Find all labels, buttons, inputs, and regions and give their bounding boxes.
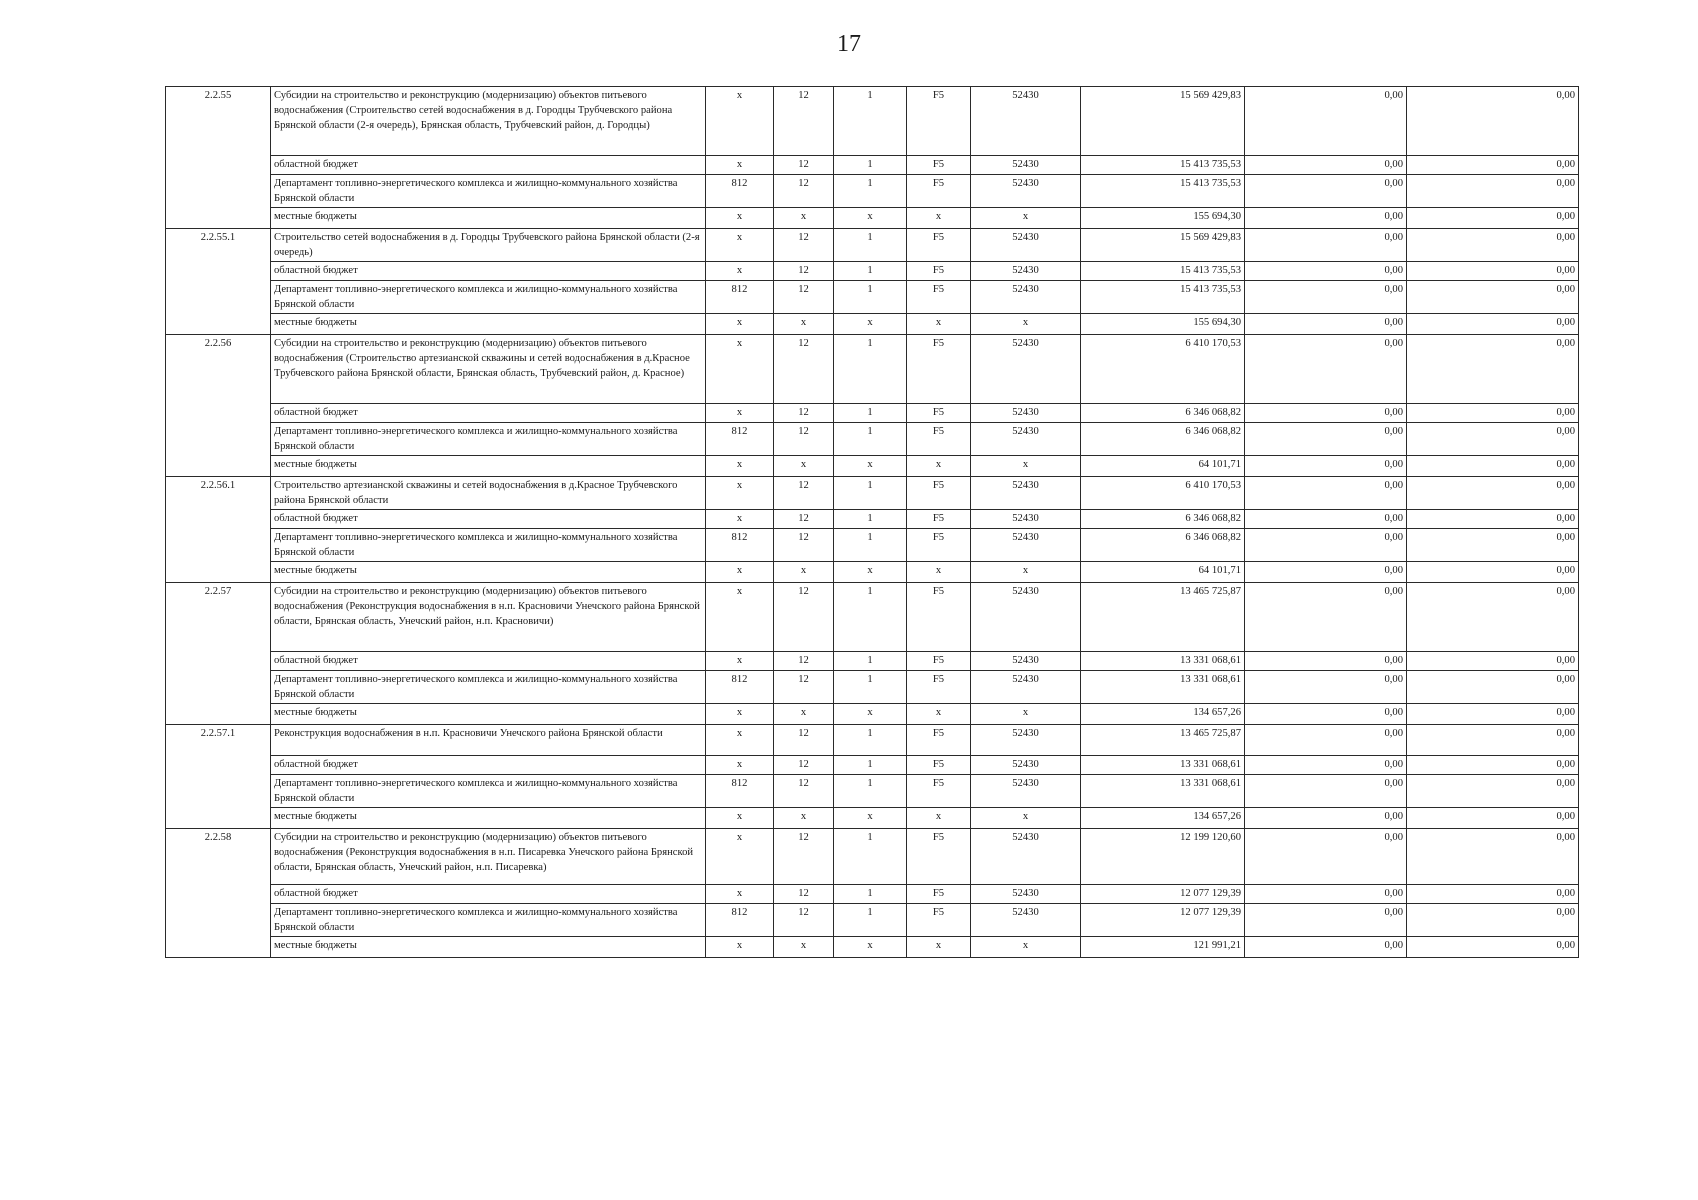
target-article-cell: F5	[907, 529, 971, 562]
amount-year1-cell: 13 331 068,61	[1081, 652, 1245, 671]
grbs-code-cell: 812	[706, 175, 774, 208]
subsection-code-cell: 1	[834, 829, 907, 885]
amount-year2-cell: 0,00	[1245, 262, 1407, 281]
item-description-cell: местные бюджеты	[271, 208, 706, 229]
expense-type-cell: 52430	[971, 87, 1081, 156]
amount-year2-cell: 0,00	[1245, 404, 1407, 423]
section-code-cell: 12	[774, 510, 834, 529]
amount-year1-cell: 13 465 725,87	[1081, 725, 1245, 756]
grbs-code-cell: x	[706, 937, 774, 958]
section-code-cell: x	[774, 937, 834, 958]
amount-year2-cell: 0,00	[1245, 477, 1407, 510]
expense-type-cell: 52430	[971, 725, 1081, 756]
section-code-cell: 12	[774, 885, 834, 904]
table-row	[166, 529, 1579, 562]
amount-year2-cell: 0,00	[1245, 423, 1407, 456]
amount-year3-cell: 0,00	[1407, 477, 1579, 510]
section-code-cell: 12	[774, 583, 834, 652]
target-article-cell: F5	[907, 87, 971, 156]
subsection-code-cell: 1	[834, 652, 907, 671]
amount-year1-cell: 64 101,71	[1081, 456, 1245, 477]
item-description-cell: областной бюджет	[271, 652, 706, 671]
section-code-cell: 12	[774, 652, 834, 671]
expense-type-cell: 52430	[971, 775, 1081, 808]
grbs-code-cell: 812	[706, 775, 774, 808]
expense-type-cell: 52430	[971, 671, 1081, 704]
target-article-cell: F5	[907, 671, 971, 704]
expense-type-cell: x	[971, 937, 1081, 958]
subsection-code-cell: 1	[834, 671, 907, 704]
target-article-cell: F5	[907, 335, 971, 404]
target-article-cell: x	[907, 704, 971, 725]
item-description-cell: Субсидии на строительство и реконструкцию (модернизацию) объектов питьевого водоснабжения (Строительство артезианской скважины и сетей водоснабжения в д.Красное Трубчевского района Брянской области, Брянская область, Трубчевский район, д. Красное)	[271, 335, 706, 404]
subsection-code-cell: 1	[834, 262, 907, 281]
target-article-cell: F5	[907, 175, 971, 208]
grbs-code-cell: x	[706, 335, 774, 404]
amount-year1-cell: 155 694,30	[1081, 314, 1245, 335]
subsection-code-cell: 1	[834, 423, 907, 456]
expense-type-cell: 52430	[971, 652, 1081, 671]
target-article-cell: F5	[907, 423, 971, 456]
expense-type-cell: x	[971, 704, 1081, 725]
amount-year3-cell: 0,00	[1407, 262, 1579, 281]
amount-year1-cell: 15 413 735,53	[1081, 175, 1245, 208]
amount-year3-cell: 0,00	[1407, 335, 1579, 404]
target-article-cell: F5	[907, 262, 971, 281]
expense-type-cell: 52430	[971, 529, 1081, 562]
amount-year1-cell: 13 331 068,61	[1081, 671, 1245, 704]
expense-type-cell: x	[971, 456, 1081, 477]
table-row	[166, 704, 1579, 725]
subsection-code-cell: 1	[834, 281, 907, 314]
amount-year3-cell: 0,00	[1407, 725, 1579, 756]
target-article-cell: F5	[907, 885, 971, 904]
subsection-code-cell: 1	[834, 510, 907, 529]
table-row	[166, 904, 1579, 937]
item-description-cell: областной бюджет	[271, 510, 706, 529]
item-description-cell: местные бюджеты	[271, 456, 706, 477]
item-description-cell: местные бюджеты	[271, 562, 706, 583]
amount-year1-cell: 13 465 725,87	[1081, 583, 1245, 652]
amount-year3-cell: 0,00	[1407, 885, 1579, 904]
grbs-code-cell: x	[706, 456, 774, 477]
target-article-cell: x	[907, 937, 971, 958]
table-row	[166, 829, 1579, 885]
item-description-cell: Реконструкция водоснабжения в н.п. Красновичи Унечского района Брянской области	[271, 725, 706, 756]
section-code-cell: 12	[774, 335, 834, 404]
amount-year2-cell: 0,00	[1245, 885, 1407, 904]
table-row	[166, 562, 1579, 583]
expense-type-cell: 52430	[971, 423, 1081, 456]
table-row	[166, 262, 1579, 281]
amount-year3-cell: 0,00	[1407, 314, 1579, 335]
table-row	[166, 756, 1579, 775]
target-article-cell: F5	[907, 725, 971, 756]
item-number-cell: 2.2.56.1	[166, 477, 271, 583]
table-row	[166, 510, 1579, 529]
amount-year3-cell: 0,00	[1407, 404, 1579, 423]
budget-table-body	[166, 87, 1579, 958]
subsection-code-cell: x	[834, 456, 907, 477]
amount-year2-cell: 0,00	[1245, 937, 1407, 958]
amount-year2-cell: 0,00	[1245, 87, 1407, 156]
expense-type-cell: 52430	[971, 262, 1081, 281]
section-code-cell: 12	[774, 725, 834, 756]
expense-type-cell: 52430	[971, 477, 1081, 510]
table-row	[166, 456, 1579, 477]
subsection-code-cell: x	[834, 937, 907, 958]
amount-year2-cell: 0,00	[1245, 281, 1407, 314]
item-description-cell: Субсидии на строительство и реконструкцию (модернизацию) объектов питьевого водоснабжения (Реконструкция водоснабжения в н.п. Красновичи Унечского района Брянской области, Брянская область, Унечский район, н.п. Красновичи)	[271, 583, 706, 652]
section-code-cell: x	[774, 456, 834, 477]
item-description-cell: местные бюджеты	[271, 314, 706, 335]
expense-type-cell: 52430	[971, 281, 1081, 314]
amount-year2-cell: 0,00	[1245, 829, 1407, 885]
item-description-cell: Департамент топливно-энергетического комплекса и жилищно-коммунального хозяйства Брянской области	[271, 423, 706, 456]
amount-year3-cell: 0,00	[1407, 156, 1579, 175]
target-article-cell: x	[907, 456, 971, 477]
item-description-cell: местные бюджеты	[271, 808, 706, 829]
amount-year2-cell: 0,00	[1245, 583, 1407, 652]
grbs-code-cell: x	[706, 756, 774, 775]
section-code-cell: x	[774, 562, 834, 583]
section-code-cell: 12	[774, 671, 834, 704]
section-code-cell: 12	[774, 775, 834, 808]
amount-year1-cell: 15 569 429,83	[1081, 87, 1245, 156]
amount-year1-cell: 15 413 735,53	[1081, 262, 1245, 281]
expense-type-cell: 52430	[971, 583, 1081, 652]
item-description-cell: Субсидии на строительство и реконструкцию (модернизацию) объектов питьевого водоснабжения (Реконструкция водоснабжения в н.п. Писаревка Унечского района Брянской области, Брянская область, Унечский район, н.п. Писаревка)	[271, 829, 706, 885]
subsection-code-cell: 1	[834, 756, 907, 775]
expense-type-cell: 52430	[971, 229, 1081, 262]
table-row	[166, 314, 1579, 335]
amount-year2-cell: 0,00	[1245, 229, 1407, 262]
section-code-cell: 12	[774, 756, 834, 775]
grbs-code-cell: x	[706, 208, 774, 229]
expense-type-cell: 52430	[971, 510, 1081, 529]
amount-year1-cell: 12 199 120,60	[1081, 829, 1245, 885]
expense-type-cell: 52430	[971, 756, 1081, 775]
table-row	[166, 335, 1579, 404]
amount-year1-cell: 6 346 068,82	[1081, 423, 1245, 456]
target-article-cell: x	[907, 562, 971, 583]
table-row	[166, 156, 1579, 175]
grbs-code-cell: x	[706, 704, 774, 725]
item-description-cell: Департамент топливно-энергетического комплекса и жилищно-коммунального хозяйства Брянской области	[271, 775, 706, 808]
amount-year1-cell: 12 077 129,39	[1081, 885, 1245, 904]
budget-table	[165, 86, 1579, 958]
amount-year2-cell: 0,00	[1245, 208, 1407, 229]
amount-year2-cell: 0,00	[1245, 704, 1407, 725]
table-row	[166, 477, 1579, 510]
target-article-cell: F5	[907, 477, 971, 510]
grbs-code-cell: 812	[706, 281, 774, 314]
subsection-code-cell: 1	[834, 885, 907, 904]
table-row	[166, 583, 1579, 652]
item-number-cell: 2.2.56	[166, 335, 271, 477]
grbs-code-cell: x	[706, 808, 774, 829]
item-number-cell: 2.2.57.1	[166, 725, 271, 829]
amount-year3-cell: 0,00	[1407, 652, 1579, 671]
expense-type-cell: x	[971, 208, 1081, 229]
amount-year2-cell: 0,00	[1245, 175, 1407, 208]
amount-year3-cell: 0,00	[1407, 423, 1579, 456]
amount-year2-cell: 0,00	[1245, 335, 1407, 404]
amount-year3-cell: 0,00	[1407, 937, 1579, 958]
page-number: 17	[837, 31, 861, 57]
table-row	[166, 652, 1579, 671]
subsection-code-cell: 1	[834, 404, 907, 423]
amount-year1-cell: 121 991,21	[1081, 937, 1245, 958]
amount-year3-cell: 0,00	[1407, 756, 1579, 775]
target-article-cell: x	[907, 314, 971, 335]
amount-year3-cell: 0,00	[1407, 562, 1579, 583]
grbs-code-cell: x	[706, 87, 774, 156]
amount-year1-cell: 15 569 429,83	[1081, 229, 1245, 262]
item-number-cell: 2.2.55	[166, 87, 271, 229]
amount-year2-cell: 0,00	[1245, 904, 1407, 937]
expense-type-cell: 52430	[971, 904, 1081, 937]
amount-year2-cell: 0,00	[1245, 510, 1407, 529]
target-article-cell: F5	[907, 156, 971, 175]
expense-type-cell: 52430	[971, 885, 1081, 904]
expense-type-cell: 52430	[971, 156, 1081, 175]
target-article-cell: F5	[907, 281, 971, 314]
section-code-cell: 12	[774, 477, 834, 510]
subsection-code-cell: x	[834, 808, 907, 829]
amount-year2-cell: 0,00	[1245, 456, 1407, 477]
grbs-code-cell: 812	[706, 904, 774, 937]
table-row	[166, 175, 1579, 208]
grbs-code-cell: x	[706, 885, 774, 904]
item-description-cell: Строительство артезианской скважины и сетей водоснабжения в д.Красное Трубчевского района Брянской области	[271, 477, 706, 510]
amount-year1-cell: 15 413 735,53	[1081, 281, 1245, 314]
table-row	[166, 87, 1579, 156]
expense-type-cell: x	[971, 562, 1081, 583]
section-code-cell: 12	[774, 529, 834, 562]
target-article-cell: F5	[907, 229, 971, 262]
grbs-code-cell: 812	[706, 529, 774, 562]
item-description-cell: Департамент топливно-энергетического комплекса и жилищно-коммунального хозяйства Брянской области	[271, 904, 706, 937]
amount-year3-cell: 0,00	[1407, 808, 1579, 829]
amount-year1-cell: 134 657,26	[1081, 704, 1245, 725]
item-description-cell: местные бюджеты	[271, 937, 706, 958]
target-article-cell: F5	[907, 756, 971, 775]
item-description-cell: Департамент топливно-энергетического комплекса и жилищно-коммунального хозяйства Брянской области	[271, 281, 706, 314]
section-code-cell: 12	[774, 175, 834, 208]
grbs-code-cell: x	[706, 510, 774, 529]
item-description-cell: Департамент топливно-энергетического комплекса и жилищно-коммунального хозяйства Брянской области	[271, 529, 706, 562]
table-row	[166, 775, 1579, 808]
item-description-cell: областной бюджет	[271, 756, 706, 775]
target-article-cell: F5	[907, 829, 971, 885]
table-row	[166, 423, 1579, 456]
section-code-cell: 12	[774, 229, 834, 262]
item-number-cell: 2.2.57	[166, 583, 271, 725]
table-row	[166, 404, 1579, 423]
target-article-cell: F5	[907, 404, 971, 423]
subsection-code-cell: 1	[834, 904, 907, 937]
subsection-code-cell: 1	[834, 175, 907, 208]
amount-year3-cell: 0,00	[1407, 510, 1579, 529]
grbs-code-cell: x	[706, 725, 774, 756]
item-description-cell: Департамент топливно-энергетического комплекса и жилищно-коммунального хозяйства Брянской области	[271, 175, 706, 208]
amount-year2-cell: 0,00	[1245, 671, 1407, 704]
amount-year2-cell: 0,00	[1245, 756, 1407, 775]
target-article-cell: F5	[907, 775, 971, 808]
target-article-cell: F5	[907, 510, 971, 529]
amount-year3-cell: 0,00	[1407, 208, 1579, 229]
section-code-cell: 12	[774, 829, 834, 885]
table-row	[166, 725, 1579, 756]
grbs-code-cell: x	[706, 229, 774, 262]
grbs-code-cell: x	[706, 156, 774, 175]
section-code-cell: 12	[774, 423, 834, 456]
expense-type-cell: 52430	[971, 335, 1081, 404]
subsection-code-cell: 1	[834, 775, 907, 808]
amount-year1-cell: 6 346 068,82	[1081, 404, 1245, 423]
item-description-cell: областной бюджет	[271, 156, 706, 175]
amount-year3-cell: 0,00	[1407, 87, 1579, 156]
subsection-code-cell: x	[834, 562, 907, 583]
section-code-cell: 12	[774, 87, 834, 156]
section-code-cell: 12	[774, 404, 834, 423]
section-code-cell: x	[774, 808, 834, 829]
table-row	[166, 671, 1579, 704]
amount-year1-cell: 6 346 068,82	[1081, 529, 1245, 562]
amount-year1-cell: 6 346 068,82	[1081, 510, 1245, 529]
amount-year3-cell: 0,00	[1407, 175, 1579, 208]
subsection-code-cell: 1	[834, 87, 907, 156]
subsection-code-cell: x	[834, 314, 907, 335]
section-code-cell: x	[774, 704, 834, 725]
grbs-code-cell: x	[706, 262, 774, 281]
expense-type-cell: 52430	[971, 829, 1081, 885]
subsection-code-cell: 1	[834, 583, 907, 652]
amount-year1-cell: 155 694,30	[1081, 208, 1245, 229]
amount-year2-cell: 0,00	[1245, 808, 1407, 829]
grbs-code-cell: x	[706, 562, 774, 583]
subsection-code-cell: x	[834, 208, 907, 229]
item-description-cell: Строительство сетей водоснабжения в д. Городцы Трубчевского района Брянской области (2-я очередь)	[271, 229, 706, 262]
item-description-cell: Департамент топливно-энергетического комплекса и жилищно-коммунального хозяйства Брянской области	[271, 671, 706, 704]
subsection-code-cell: x	[834, 704, 907, 725]
item-number-cell: 2.2.58	[166, 829, 271, 958]
subsection-code-cell: 1	[834, 529, 907, 562]
table-row	[166, 281, 1579, 314]
target-article-cell: x	[907, 208, 971, 229]
target-article-cell: F5	[907, 904, 971, 937]
amount-year1-cell: 12 077 129,39	[1081, 904, 1245, 937]
amount-year2-cell: 0,00	[1245, 652, 1407, 671]
grbs-code-cell: x	[706, 404, 774, 423]
item-description-cell: местные бюджеты	[271, 704, 706, 725]
section-code-cell: 12	[774, 262, 834, 281]
item-description-cell: областной бюджет	[271, 885, 706, 904]
amount-year3-cell: 0,00	[1407, 229, 1579, 262]
amount-year3-cell: 0,00	[1407, 529, 1579, 562]
section-code-cell: 12	[774, 904, 834, 937]
expense-type-cell: 52430	[971, 175, 1081, 208]
subsection-code-cell: 1	[834, 156, 907, 175]
amount-year3-cell: 0,00	[1407, 829, 1579, 885]
amount-year2-cell: 0,00	[1245, 775, 1407, 808]
expense-type-cell: x	[971, 314, 1081, 335]
table-row	[166, 229, 1579, 262]
section-code-cell: x	[774, 314, 834, 335]
amount-year3-cell: 0,00	[1407, 704, 1579, 725]
amount-year2-cell: 0,00	[1245, 562, 1407, 583]
item-description-cell: областной бюджет	[271, 262, 706, 281]
amount-year3-cell: 0,00	[1407, 775, 1579, 808]
amount-year3-cell: 0,00	[1407, 281, 1579, 314]
grbs-code-cell: x	[706, 652, 774, 671]
section-code-cell: 12	[774, 281, 834, 314]
grbs-code-cell: 812	[706, 423, 774, 456]
amount-year1-cell: 64 101,71	[1081, 562, 1245, 583]
subsection-code-cell: 1	[834, 335, 907, 404]
amount-year3-cell: 0,00	[1407, 671, 1579, 704]
expense-type-cell: x	[971, 808, 1081, 829]
grbs-code-cell: x	[706, 477, 774, 510]
grbs-code-cell: x	[706, 583, 774, 652]
amount-year2-cell: 0,00	[1245, 529, 1407, 562]
amount-year1-cell: 6 410 170,53	[1081, 477, 1245, 510]
amount-year2-cell: 0,00	[1245, 725, 1407, 756]
target-article-cell: F5	[907, 652, 971, 671]
subsection-code-cell: 1	[834, 229, 907, 262]
item-description-cell: Субсидии на строительство и реконструкцию (модернизацию) объектов питьевого водоснабжения (Строительство сетей водоснабжения в д. Городцы Трубчевского района Брянской области (2-я очередь), Брянская область, Трубчевский район, д. Городцы)	[271, 87, 706, 156]
section-code-cell: 12	[774, 156, 834, 175]
amount-year1-cell: 13 331 068,61	[1081, 756, 1245, 775]
grbs-code-cell: x	[706, 829, 774, 885]
amount-year3-cell: 0,00	[1407, 583, 1579, 652]
amount-year3-cell: 0,00	[1407, 904, 1579, 937]
target-article-cell: F5	[907, 583, 971, 652]
amount-year1-cell: 15 413 735,53	[1081, 156, 1245, 175]
target-article-cell: x	[907, 808, 971, 829]
expense-type-cell: 52430	[971, 404, 1081, 423]
amount-year3-cell: 0,00	[1407, 456, 1579, 477]
amount-year2-cell: 0,00	[1245, 156, 1407, 175]
subsection-code-cell: 1	[834, 477, 907, 510]
subsection-code-cell: 1	[834, 725, 907, 756]
table-row	[166, 885, 1579, 904]
document-sheet	[165, 86, 1579, 958]
amount-year2-cell: 0,00	[1245, 314, 1407, 335]
amount-year1-cell: 134 657,26	[1081, 808, 1245, 829]
grbs-code-cell: 812	[706, 671, 774, 704]
table-row	[166, 208, 1579, 229]
table-row	[166, 937, 1579, 958]
grbs-code-cell: x	[706, 314, 774, 335]
amount-year1-cell: 13 331 068,61	[1081, 775, 1245, 808]
table-row	[166, 808, 1579, 829]
amount-year1-cell: 6 410 170,53	[1081, 335, 1245, 404]
section-code-cell: x	[774, 208, 834, 229]
item-description-cell: областной бюджет	[271, 404, 706, 423]
item-number-cell: 2.2.55.1	[166, 229, 271, 335]
